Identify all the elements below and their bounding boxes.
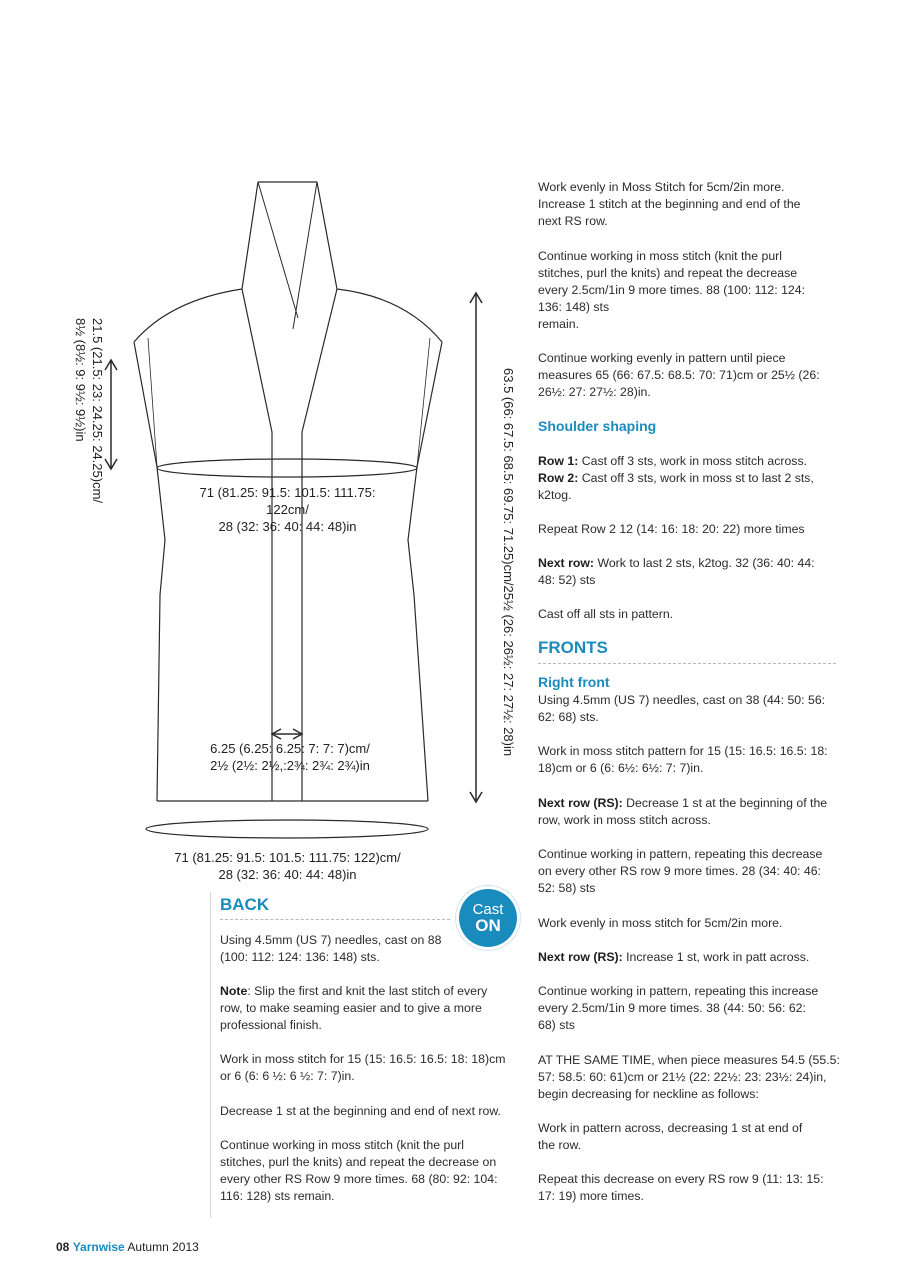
side-right [408,467,428,801]
rf-next-row-label: Next row (RS): [538,796,623,810]
row2-text [538,470,814,504]
page-footer [56,1240,199,1254]
row1-body: Cast off 3 sts, work in moss stitch across. [578,454,808,468]
rf-next-row-text [538,795,827,829]
back-heading: BACK [220,895,270,914]
badge-line2: ON [475,916,501,935]
row2-label: Row 2: [538,471,579,485]
hem-ellipse [146,820,428,838]
rc-continue-text: Continue working in moss stitch (knit the purl stitches, purl the knits) and repeat the decrease every 2.5cm/1in 9 more times. 88 (100: 112: 124: 136: 148) sts remain. [538,249,806,331]
side-left [157,467,165,801]
chest-measurement-label: 71 (81.25: 91.5: 101.5: 111.75: 122cm/ 28 (32: 36: 40: 44: 48)in [199,485,376,534]
row1-label: Row 1: [538,454,579,468]
fronts-heading: FRONTS [538,638,608,657]
collar-right-outer [317,182,337,289]
lapel-right [302,289,337,432]
rf-continue-increase-text: Continue working in pattern, repeating this increase every 2.5cm/1in 9 more times. 38 (44: 50: 56: 62: 68) sts [538,984,819,1032]
armhole-left-outer [134,342,157,467]
rf-continue-decrease-text: Continue working in pattern, repeating this decrease on every other RS row 9 more times. 28 (34: 40: 46: 52: 58) sts [538,847,823,895]
fronts-heading-rule [538,663,836,664]
collar-inner-left [258,182,298,318]
left-dimension-label: 21.5 (21.5: 23: 24.25: 24.25)cm/ 8½ (8½: 9: 9½: 9½)in [73,318,105,504]
rf-evenly-text: Work evenly in moss stitch for 5cm/2in more. [538,916,783,930]
armhole-right-outer [417,342,442,467]
cast-off-text: Cast off all sts in pattern. [538,607,674,621]
row1-text [538,453,807,470]
note-label: Note [220,984,248,998]
back-decrease-text: Decrease 1 st at the beginning and end of next row. [220,1104,501,1118]
rf-work-across-text: Work in pattern across, decreasing 1 st at end of the row. [538,1121,803,1152]
band-measurement-label: 6.25 (6.25: 6.25: 7: 7: 7)cm/ 2½ (2½: 2½,:2¾: 2¾: 2¾)in [210,741,370,773]
back-cast-on-text: Using 4.5mm (US 7) needles, cast on 88 (100: 112: 124: 136: 148) sts. [220,933,442,964]
rf-increase-row-label: Next row (RS): [538,950,623,964]
rf-cast-on-text: Using 4.5mm (US 7) needles, cast on 38 (44: 50: 56: 62: 68) sts. [538,693,826,724]
issue-label: Autumn 2013 [127,1240,199,1254]
rf-next-row-body: Decrease 1 st at the beginning of the row, work in moss stitch across. [538,796,828,827]
back-moss-text: Work in moss stitch for 15 (15: 16.5: 16.5: 18: 18)cm or 6 (6: 6 ½: 6 ½: 7: 7)in. [220,1052,506,1083]
right-dimension-label: 63.5 (66: 67.5: 68.5: 69.75: 71.25)cm/25½ (26: 26½: 27: 27½: 28)in [501,368,516,757]
rc-moss-text: Work evenly in Moss Stitch for 5cm/2in more. Increase 1 stitch at the beginning and end of the next RS row. [538,180,801,228]
lapel-left [242,289,272,432]
rf-increase-row-body: Increase 1 st, work in patt across. [622,950,810,964]
rf-repeat-decrease-text: Repeat this decrease on every RS row 9 (11: 13: 15: 17: 19) more times. [538,1172,824,1203]
rc-evenly-text: Continue working evenly in pattern until piece measures 65 (66: 67.5: 68.5: 70: 71)cm or 25½ (26: 26½: 27: 27½: 28)in. [538,351,820,399]
next-row-label: Next row: [538,556,595,570]
badge-line1: Cast [472,901,504,918]
collar-inner-right [293,182,317,329]
rf-same-time-text: AT THE SAME TIME, when piece measures 54.5 (55.5: 57: 58.5: 60: 61)cm or 21½ (22: 22½: 23: 23½: 24)in, begin decreasing for neckline as follows: [538,1053,840,1101]
back-note-text [220,983,487,1034]
collar-left-outer [242,182,258,289]
back-column-rule [210,892,211,1218]
next-row-text [538,555,815,589]
right-front-heading: Right front [538,674,610,690]
hem-measurement-label: 71 (81.25: 91.5: 101.5: 111.75: 122)cm/ 28 (32: 36: 40: 44: 48)in [174,850,401,882]
chest-ellipse [157,459,417,477]
back-continue-text: Continue working in moss stitch (knit the purl stitches, purl the knits) and repeat the decrease on every other RS Row 9 more times. 68 (80: 92: 104: 116: 128) sts remain. [220,1138,498,1203]
rf-increase-row-text [538,949,809,966]
repeat-row2-text: Repeat Row 2 12 (14: 16: 18: 20: 22) more times [538,522,805,536]
magazine-brand: Yarnwise [72,1240,125,1254]
page-number: 08 [56,1240,70,1254]
armhole-left-inner [148,338,157,467]
back-heading-rule [220,919,450,920]
note-body: : Slip the first and knit the last stitch of every row, to make seaming easier and to give a more professional finish. [220,984,488,1032]
shoulder-shaping-heading: Shoulder shaping [538,418,657,434]
next-row-body: Work to last 2 sts, k2tog. 32 (36: 40: 44: 48: 52) sts [538,556,815,587]
armhole-right-inner [417,338,430,467]
row2-body: Cast off 3 sts, work in moss st to last 2 sts, k2tog. [538,471,814,502]
cast-on-badge [459,889,517,947]
shoulder-left [134,289,242,342]
rf-moss-text: Work in moss stitch pattern for 15 (15: 16.5: 16.5: 18: 18)cm or 6 (6: 6½: 6½: 7: 7)in. [538,744,828,775]
shoulder-right [337,289,442,342]
